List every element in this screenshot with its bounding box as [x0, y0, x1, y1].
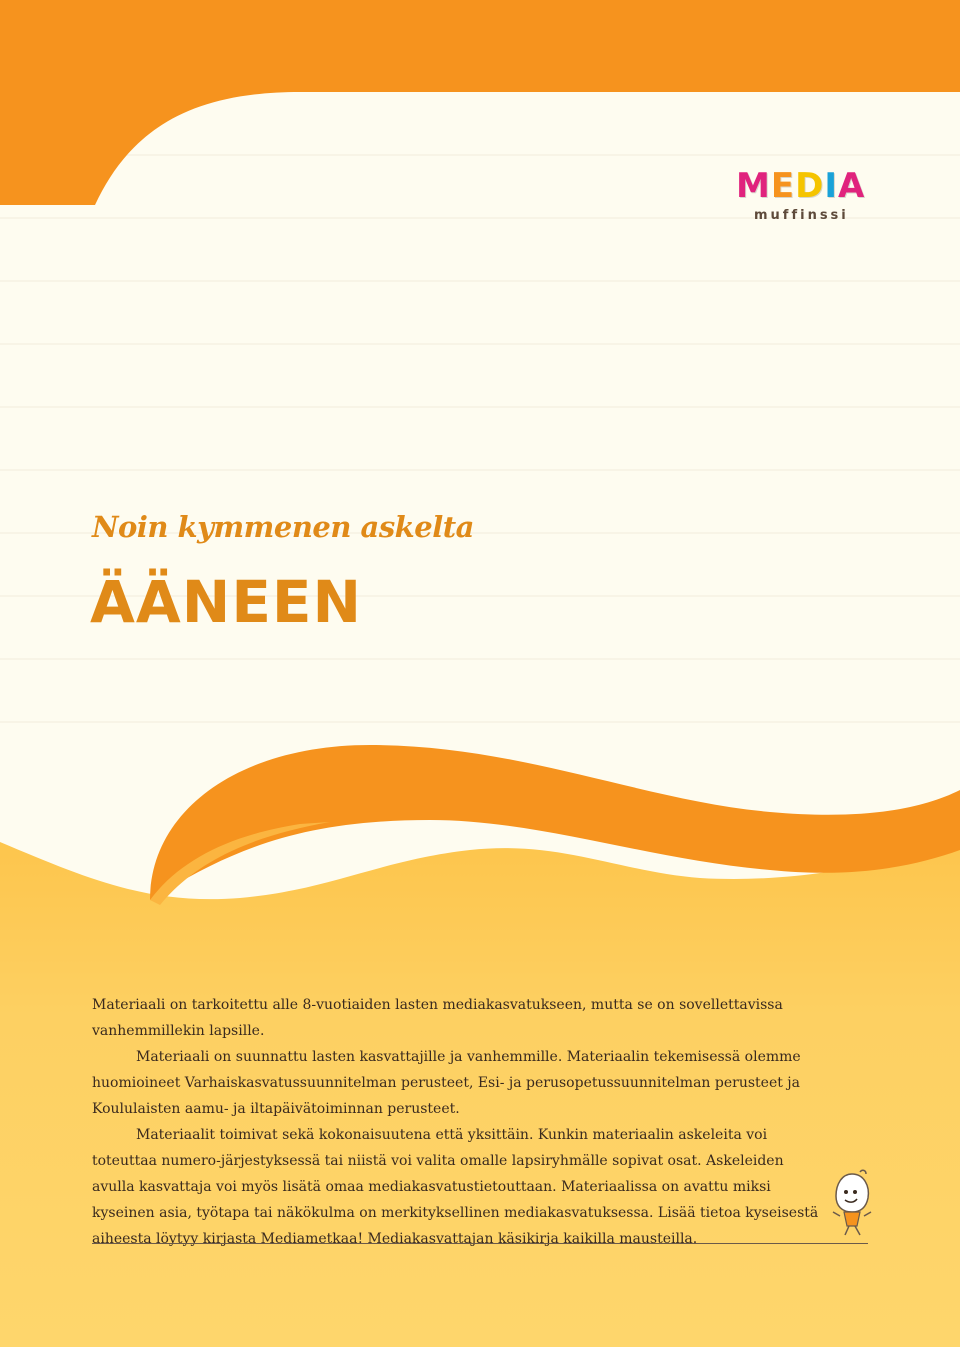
intro-paragraph-3: Materiaalit toimivat sekä kokonaisuutena että yksittäin. Kunkin materiaalin askeleita voi toteuttaa numero-järjestyksessä tai niistä voi valita omalle lapsiryhmälle sopivat osat. Askeleiden avulla kasvattaja voi myös lisätä omaa mediakasvatustietouttaan. Materiaalissa on avattu miksi kyseinen asia, työtapa tai näkökulma on merkityksellinen mediakasvatuksessa. Lisää tietoa kyseisestä aiheesta löytyy kirjasta Mediametkaa! Mediakasvattajan käsikirja kaikilla mausteilla.	[92, 1127, 819, 1247]
logo-letter-i: I	[824, 166, 838, 206]
muffin-mascot-icon	[830, 1168, 874, 1238]
media-muffinssi-logo	[736, 166, 876, 230]
logo-subtext: muffinssi	[754, 208, 849, 223]
page-title: ÄÄNEEN	[90, 568, 363, 636]
logo-letter-a: A	[837, 166, 866, 206]
logo-letter-d: D	[795, 166, 825, 206]
logo-word	[736, 166, 865, 214]
footer-divider	[92, 1243, 868, 1244]
intro-text	[92, 992, 822, 1252]
page-subtitle: Noin kymmenen askelta	[92, 510, 474, 544]
intro-paragraph-2: Materiaali on suunnattu lasten kasvattajille ja vanhemmille. Materiaalin tekemisessä olemme huomioineet Varhaiskasvatussuunnitelman perusteet, Esi- ja perusopetussuunnitelman perusteet ja Koululaisten aamu- ja iltapäivätoiminnan perusteet.	[92, 1049, 801, 1117]
intro-paragraph-1: Materiaali on tarkoitettu alle 8-vuotiaiden lasten mediakasvatukseen, mutta se on sovellettavissa vanhemmillekin lapsille.	[92, 997, 783, 1039]
logo-letter-e: E	[770, 166, 796, 206]
logo-letter-m: M	[736, 166, 771, 206]
